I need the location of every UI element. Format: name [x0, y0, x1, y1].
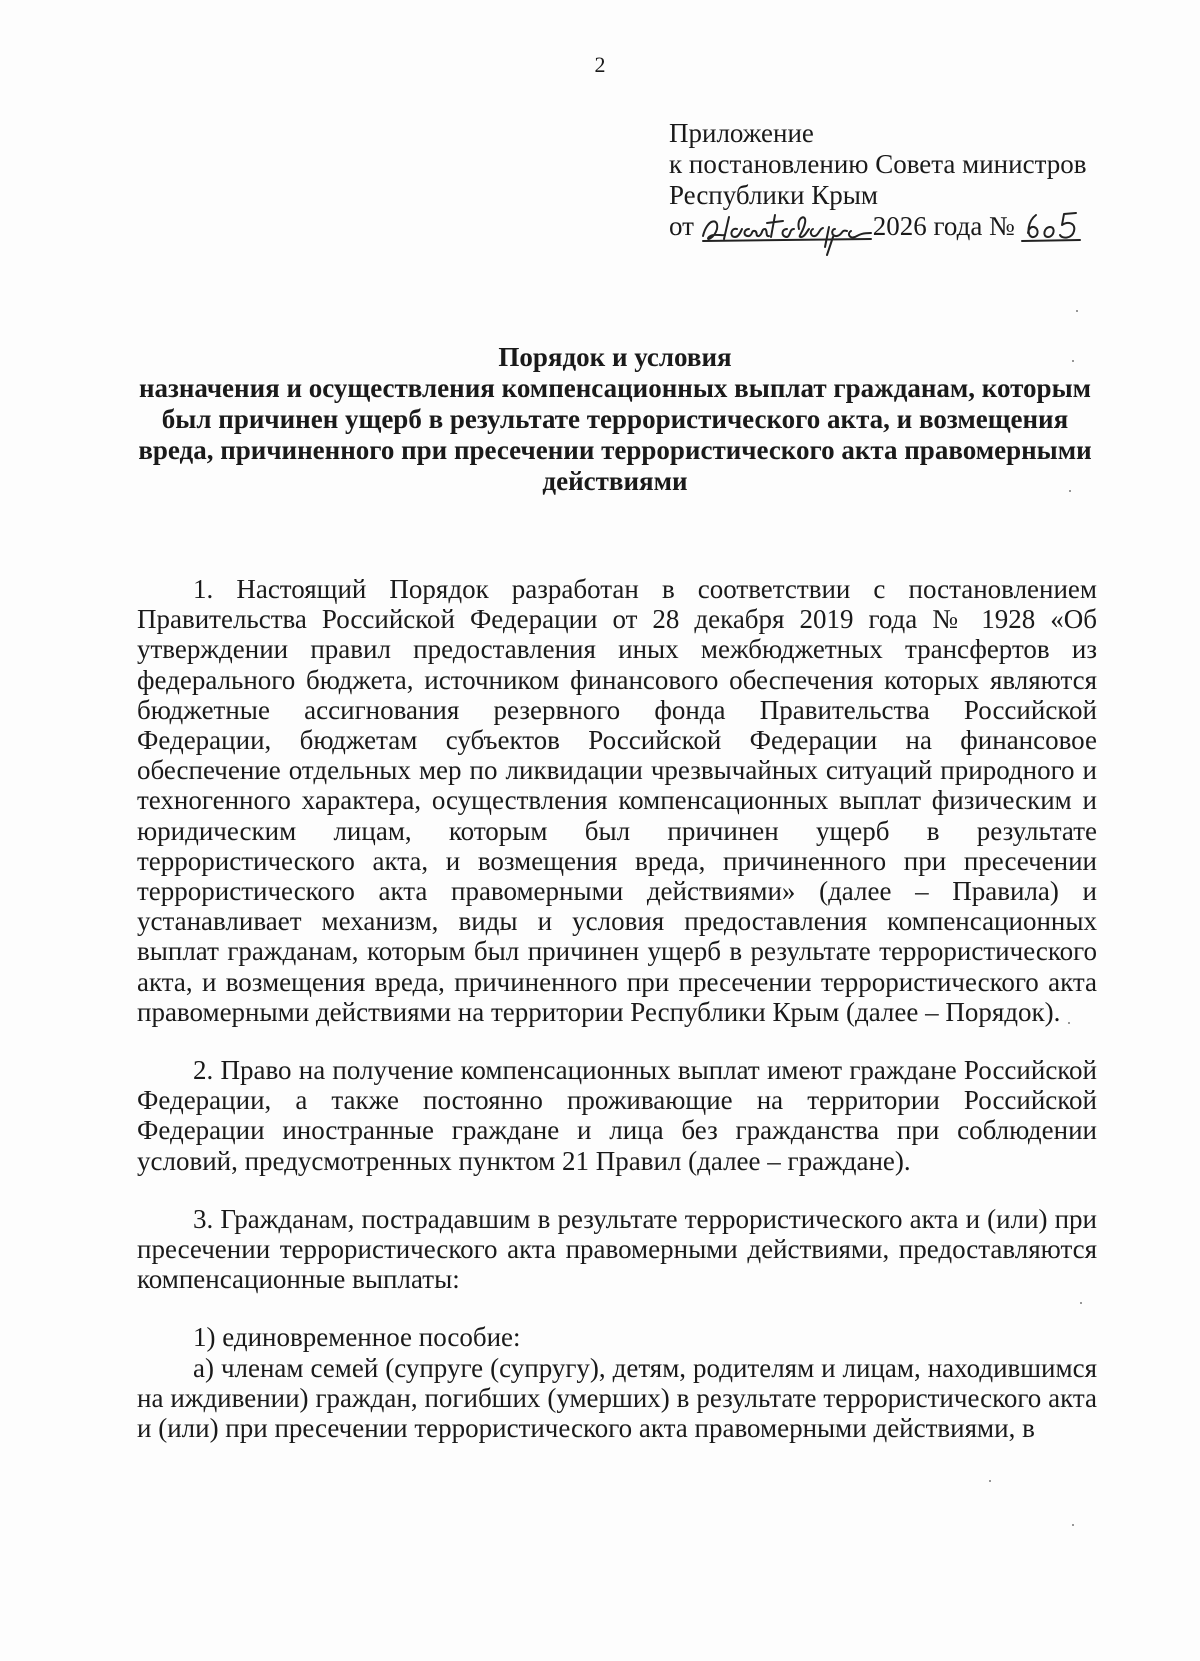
title-line-1: Порядок и условия — [498, 342, 732, 372]
document-title — [130, 342, 1100, 497]
handwritten-number-signature — [1022, 203, 1082, 247]
scan-speck — [1080, 1302, 1082, 1304]
scan-speck — [1076, 310, 1078, 312]
handwritten-number — [1022, 215, 1082, 239]
scan-speck — [1069, 490, 1071, 492]
title-line-4: вреда, причиненного при пресечении террористического акта правомерными — [138, 435, 1092, 465]
list-item-1: 1) единовременное пособие: — [193, 1322, 521, 1353]
document-body — [137, 574, 1097, 1443]
date-year-suffix: 2026 года № — [872, 211, 1015, 241]
handwritten-date — [701, 215, 873, 239]
appendix-line-3: Республики Крым — [669, 180, 878, 210]
scan-speck — [989, 1480, 991, 1482]
paragraph-2: 2. Право на получение компенсационных выплат имеют граждане Российской Федерации, а также постоянно проживающие на территории Российской Федерации иностранные граждане и лица без гражданства при соблюдении условий, предусмотренных пунктом 21 Правил (далее – граждане). — [137, 1055, 1097, 1176]
appendix-line-1: Приложение — [669, 118, 814, 148]
list-item-a: а) членам семей (супруге (супругу), детям, родителям и лицам, находившимся на иждивении) граждан, погибших (умерших) в результате террористического акта и (или) при пресечении террористического акта правомерными действиями, в — [137, 1352, 1097, 1444]
appendix-block — [669, 118, 1086, 242]
scan-speck — [1072, 1524, 1074, 1526]
title-line-3: был причинен ущерб в результате террористического акта, и возмещения — [161, 404, 1069, 434]
title-line-2: назначения и осуществления компенсационных выплат гражданам, которым — [138, 373, 1092, 403]
page-number: 2 — [594, 52, 606, 77]
handwritten-date-signature — [701, 203, 873, 247]
paragraph-3: 3. Гражданам, пострадавшим в результате террористического акта и (или) при пресечении террористического акта правомерными действиями, предоставляются компенсационные выплаты: — [137, 1203, 1097, 1295]
scan-speck — [1068, 1022, 1070, 1024]
scan-speck — [1072, 360, 1074, 362]
paragraph-1: 1. Настоящий Порядок разработан в соответствии с постановлением Правительства Российской Федерации от 28 декабря 2019 года № 1928 «Об утверждении правил предоставления иных межбюджетных трансфертов из федерального бюджета, источником финансового обеспечения которых являются бюджетные ассигнования резервного фонда Правительства Российской Федерации, бюджетам субъектов Российской Федерации на финансовое обеспечение отдельных мер по ликвидации чрезвычайных ситуаций природного и техногенного характера, осуществления компенсационных выплат физическим и юридическим лицам, которым был причинен ущерб в результате террористического акта, и возмещения вреда, причиненного при пресечении террористического акта правомерными действиями» (далее – Правила) и устанавливает механизм, виды и условия предоставления компенсационных выплат гражданам, которым был причинен ущерб в результате террористического акта, и возмещения вреда, причиненного при пресечении террористического акта правомерными действиями на территории Республики Крым (далее – Порядок). — [137, 574, 1097, 1027]
title-line-5: действиями — [542, 466, 688, 496]
appendix-date-line — [669, 211, 1086, 242]
appendix-line-2: к постановлению Совета министров — [669, 149, 1087, 179]
date-prefix: от — [669, 211, 694, 241]
